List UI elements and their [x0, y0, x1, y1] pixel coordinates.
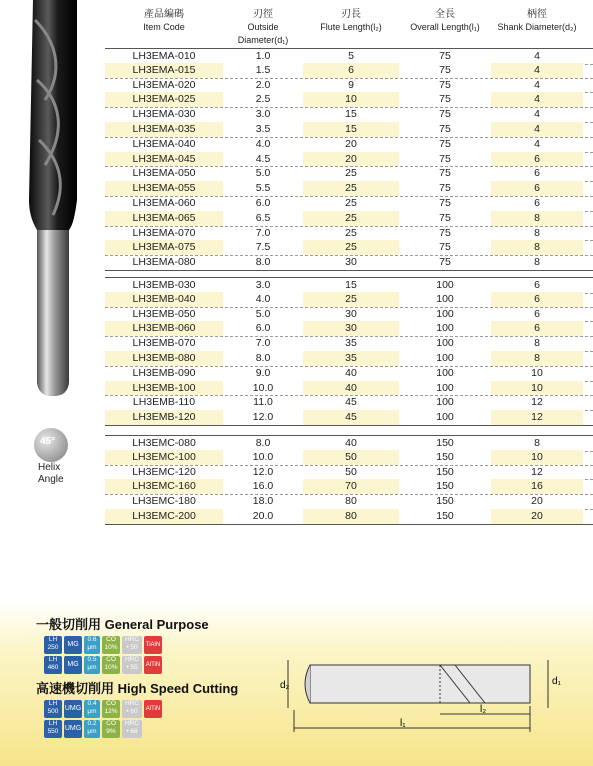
header-flute-length [303, 8, 399, 34]
cell-code: LH3EMB-060 [105, 321, 223, 336]
cell-d2: 12 [531, 396, 543, 409]
cell-code: LH3EMB-070 [132, 337, 196, 350]
cobalt-badge [102, 656, 120, 674]
cobalt-badge [102, 700, 120, 718]
cell-l1: 75 [439, 78, 451, 91]
cell-l2: 50 [345, 465, 357, 478]
cell-d2: 20 [531, 495, 543, 508]
cell-d1: 3.0 [255, 108, 271, 121]
cell-d2: 8 [491, 240, 583, 255]
hrc-badge [122, 656, 142, 674]
hrc-badge-text: • 50 [126, 644, 138, 651]
cell-code: LH3EMA-075 [105, 240, 223, 255]
cobalt-badge-text: 10% [104, 664, 118, 671]
l1-label: l₁ [400, 718, 406, 729]
cell-code: LH3EMC-180 [132, 495, 196, 508]
header-en: Shank Diameter(d₂) [497, 22, 577, 32]
cell-d1: 3.5 [223, 122, 303, 137]
cell-code: LH3EMC-160 [105, 479, 223, 494]
header-zh: 刃徑 [253, 9, 273, 20]
coating-badge-text: TiAlN [145, 642, 161, 648]
coating-badge-text: AlTiN [145, 706, 161, 712]
cell-l2: 10 [303, 92, 399, 107]
cell-l2: 20 [303, 152, 399, 167]
cell-code: LH3EMA-010 [132, 50, 196, 62]
cell-d2: 6 [491, 181, 583, 196]
cell-l2: 20 [345, 137, 357, 150]
table-row [105, 494, 593, 510]
cell-l1: 75 [439, 108, 451, 121]
cell-l1: 75 [439, 256, 451, 269]
cell-l1: 100 [399, 351, 491, 366]
cell-d1: 9.0 [255, 366, 271, 379]
cell-d1: 4.0 [255, 137, 271, 150]
cell-l1: 100 [436, 366, 454, 379]
hrc-badge [122, 700, 142, 718]
table-row [105, 366, 593, 382]
cell-d2: 4 [491, 63, 583, 78]
header-en: Outside Diameter(d₁) [237, 22, 289, 45]
cell-d1: 11.0 [253, 396, 273, 409]
helix-angle-value: 45° [40, 436, 56, 447]
cell-l2: 40 [345, 366, 357, 379]
cell-d2: 4 [491, 122, 583, 137]
cell-l1: 100 [399, 410, 491, 425]
grain-size-badge [84, 700, 100, 718]
cell-l1: 100 [399, 321, 491, 336]
lh-badge [44, 636, 62, 654]
grain-size-badge-text: 0.2 [87, 720, 97, 727]
cell-code: LH3EMC-080 [132, 437, 196, 449]
cell-d2: 8 [534, 256, 540, 269]
cell-l2: 70 [303, 479, 399, 494]
table-row [105, 107, 593, 123]
cell-l2: 25 [303, 292, 399, 307]
cell-d2: 8 [491, 351, 583, 366]
table-row [105, 196, 593, 212]
lh-badge-text: LH [48, 720, 58, 727]
cell-d2: 8 [534, 337, 540, 350]
cell-d2: 6 [534, 197, 540, 209]
cell-l2: 25 [345, 197, 357, 209]
cell-d1: 1.5 [223, 63, 303, 78]
table-row [105, 395, 593, 411]
cell-d1: 5.0 [255, 167, 271, 180]
lh-badge-text: LH [48, 700, 58, 707]
header-zh: 產品編碼 [144, 9, 184, 20]
lh-badge-text: LH [48, 636, 58, 643]
cell-l1: 150 [436, 437, 454, 449]
d1-label: d₁ [552, 676, 561, 687]
lh-badge-text: 500 [47, 708, 59, 715]
cell-d2: 12 [491, 410, 583, 425]
grain-size-badge [84, 636, 100, 654]
cell-l1: 75 [399, 122, 491, 137]
cell-l2: 45 [303, 410, 399, 425]
cell-code: LH3EMA-060 [132, 197, 196, 209]
cell-d1: 4.0 [223, 292, 303, 307]
cell-d2: 10 [491, 450, 583, 465]
cell-d1: 16.0 [223, 479, 303, 494]
cell-d1: 6.0 [223, 321, 303, 336]
cell-d1: 2.0 [255, 78, 271, 91]
cell-d2: 16 [491, 479, 583, 494]
cell-l2: 45 [345, 396, 357, 409]
grade-badge-text: MG [67, 641, 79, 648]
cell-l1: 150 [399, 450, 491, 465]
cell-l1: 75 [439, 137, 451, 150]
cell-l2: 25 [303, 240, 399, 255]
cell-l1: 75 [399, 181, 491, 196]
cell-d1: 1.0 [255, 50, 271, 62]
cell-code: LH3EMA-055 [105, 181, 223, 196]
grade-badge [64, 656, 82, 674]
hrc-badge [122, 720, 142, 738]
header-outside-diameter [223, 8, 303, 47]
cell-l1: 150 [436, 465, 454, 478]
cell-code: LH3EMA-045 [105, 152, 223, 167]
grain-size-badge-text: μm [87, 664, 97, 671]
header-zh: 刃長 [341, 9, 361, 20]
cobalt-badge-text: CO [106, 636, 116, 643]
cell-l2: 15 [345, 279, 357, 291]
cell-d2: 10 [491, 381, 583, 396]
cell-l2: 35 [345, 337, 357, 350]
table-row [105, 122, 593, 138]
cell-d2: 4 [534, 137, 540, 150]
cobalt-badge [102, 636, 120, 654]
cell-d2: 8 [534, 437, 540, 449]
cobalt-badge-text: 10% [104, 644, 118, 651]
cell-l1: 75 [399, 152, 491, 167]
table-row [105, 450, 593, 466]
cell-l2: 30 [303, 321, 399, 336]
cell-code: LH3EMB-110 [132, 396, 196, 409]
cell-code: LH3EMB-090 [132, 366, 196, 379]
header-zh: 柄徑 [527, 9, 547, 20]
cell-code: LH3EMC-120 [132, 465, 196, 478]
cell-code: LH3EMA-050 [132, 167, 196, 180]
cell-d1: 8.0 [255, 437, 271, 449]
table-row [105, 152, 593, 168]
table-row [105, 321, 593, 337]
grade-badge-text: UMG [64, 705, 82, 712]
d2-label: d₂ [280, 680, 290, 691]
cell-l2: 30 [345, 307, 357, 320]
coating-badge [144, 656, 162, 674]
table-row [105, 410, 593, 426]
cell-l1: 100 [436, 337, 454, 350]
table-row [105, 78, 593, 94]
cell-l1: 75 [399, 92, 491, 107]
cell-d1: 8.0 [255, 256, 271, 269]
cell-l1: 100 [436, 279, 454, 291]
cell-d1: 8.0 [223, 351, 303, 366]
cell-code: LH3EMB-100 [105, 381, 223, 396]
end-mill-image [15, 0, 87, 400]
helix-angle-indicator [30, 428, 90, 488]
hrc-badge-text: HRC [124, 656, 140, 663]
cell-l1: 100 [436, 307, 454, 320]
dimension-diagram [280, 640, 580, 750]
cell-l2: 6 [303, 63, 399, 78]
cell-d2: 8 [491, 211, 583, 226]
grade-badge [64, 700, 82, 718]
cobalt-badge-text: CO [106, 700, 116, 707]
cell-d1: 12.0 [252, 465, 274, 478]
cell-l2: 25 [303, 211, 399, 226]
cell-d2: 6 [491, 321, 583, 336]
grade-badge [64, 720, 82, 738]
cell-d1: 10.0 [223, 381, 303, 396]
cell-d1: 10.0 [223, 450, 303, 465]
high-speed-title: 高速機切削用 High Speed Cutting [36, 681, 239, 696]
table-header [105, 8, 593, 48]
grain-size-badge [84, 656, 100, 674]
cell-code: LH3EMA-070 [132, 226, 196, 239]
cell-l2: 80 [303, 509, 399, 524]
cobalt-badge-text: CO [106, 720, 116, 727]
cell-code: LH3EMC-100 [105, 450, 223, 465]
table-row [105, 307, 593, 323]
table-row [105, 92, 593, 108]
header-shank-diameter [491, 8, 583, 34]
cobalt-badge-text: 9% [106, 728, 116, 735]
table-row [105, 255, 593, 271]
cell-d2: 6 [491, 152, 583, 167]
grade-badge-text: UMG [64, 725, 82, 732]
cell-l1: 100 [399, 381, 491, 396]
lh-badge-text: 550 [47, 728, 59, 735]
table-row [105, 226, 593, 242]
cell-d1: 6.0 [255, 197, 271, 209]
cell-l2: 25 [345, 226, 357, 239]
grain-size-badge-text: μm [87, 708, 97, 715]
grade-badge-text: MG [67, 661, 79, 668]
general-purpose-title: 一般切削用 General Purpose [36, 617, 209, 632]
cell-l1: 75 [439, 197, 451, 209]
cell-code: LH3EMA-040 [132, 137, 196, 150]
cell-d1: 7.5 [223, 240, 303, 255]
cell-l1: 75 [399, 240, 491, 255]
cell-d1: 20.0 [223, 509, 303, 524]
table-row [105, 240, 593, 256]
cell-d2: 6 [534, 279, 540, 291]
lh-badge-text: LH [48, 656, 58, 663]
table-row [105, 509, 593, 525]
cell-l1: 75 [439, 226, 451, 239]
coating-badge [144, 700, 162, 718]
cobalt-badge [102, 720, 120, 738]
grain-size-badge-text: 0.6 [87, 636, 97, 643]
cell-l1: 75 [439, 50, 451, 62]
cell-l1: 150 [436, 495, 454, 508]
cell-l2: 5 [348, 50, 354, 62]
cell-l2: 35 [303, 351, 399, 366]
cell-l2: 30 [345, 256, 357, 269]
cell-l2: 9 [348, 78, 354, 91]
cell-code: LH3EMA-035 [105, 122, 223, 137]
grain-size-badge-text: μm [87, 728, 97, 735]
cell-l1: 150 [399, 509, 491, 524]
grade-badge [64, 636, 82, 654]
cell-d2: 6 [534, 307, 540, 320]
table-row [105, 166, 593, 182]
cell-d1: 5.5 [223, 181, 303, 196]
cell-l2: 25 [345, 167, 357, 180]
table-row [105, 137, 593, 153]
hrc-badge-text: • 60 [126, 708, 138, 715]
lh-badge-text: 250 [47, 644, 59, 651]
cell-code: LH3EMA-020 [132, 78, 196, 91]
lh-badge [44, 656, 62, 674]
cell-l1: 75 [399, 211, 491, 226]
cell-l1: 150 [399, 479, 491, 494]
header-overall-length [399, 8, 491, 34]
cell-l2: 25 [303, 181, 399, 196]
helix-label-line2: Angle [38, 474, 64, 485]
cell-d2: 10 [531, 366, 543, 379]
table-row [105, 381, 593, 397]
cell-code: LH3EMB-030 [132, 279, 196, 291]
cell-l2: 80 [345, 495, 357, 508]
cell-code: LH3EMC-200 [105, 509, 223, 524]
hrc-badge-text: • 55 [126, 664, 138, 671]
cell-code: LH3EMA-015 [105, 63, 223, 78]
cell-code: LH3EMB-050 [132, 307, 196, 320]
cell-d1: 5.0 [255, 307, 271, 320]
l2-label: l₂ [480, 704, 487, 715]
cell-d1: 2.5 [223, 92, 303, 107]
cell-d1: 3.0 [255, 279, 271, 291]
cell-d1: 18.0 [252, 495, 274, 508]
cell-l2: 40 [345, 437, 357, 449]
cell-code: LH3EMA-080 [132, 256, 196, 269]
cell-d1: 7.0 [255, 337, 271, 350]
lh-badge [44, 700, 62, 718]
table-row [105, 336, 593, 352]
hrc-badge-text: • 68 [126, 728, 138, 735]
cell-d1: 7.0 [255, 226, 271, 239]
coating-badge [144, 636, 162, 654]
cell-l1: 100 [436, 396, 454, 409]
helix-label-line1: Helix [38, 462, 61, 473]
header-zh: 全長 [435, 9, 455, 20]
cell-d2: 4 [491, 92, 583, 107]
cell-d2: 4 [534, 108, 540, 121]
hrc-badge-text: HRC [124, 700, 140, 707]
lh-badge [44, 720, 62, 738]
cell-d1: 4.5 [223, 152, 303, 167]
cell-l2: 15 [303, 122, 399, 137]
header-item-code [105, 8, 223, 34]
cobalt-badge-text: 12% [104, 708, 118, 715]
cell-l1: 100 [399, 292, 491, 307]
cell-d2: 4 [534, 50, 540, 62]
cell-l2: 15 [345, 108, 357, 121]
cell-code: LH3EMB-120 [105, 410, 223, 425]
cell-d2: 20 [491, 509, 583, 524]
cell-code: LH3EMB-040 [105, 292, 223, 307]
cell-l2: 40 [303, 381, 399, 396]
grain-size-badge [84, 720, 100, 738]
cobalt-badge-text: CO [106, 656, 116, 663]
cell-code: LH3EMA-030 [132, 108, 196, 121]
grain-size-badge-text: 0.4 [87, 700, 97, 707]
table-row [105, 465, 593, 481]
table-row [105, 63, 593, 79]
cell-l2: 50 [303, 450, 399, 465]
hrc-badge-text: HRC [124, 720, 140, 727]
header-en: Item Code [143, 22, 185, 32]
table-row [105, 292, 593, 308]
cell-d2: 12 [531, 465, 543, 478]
hrc-badge-text: HRC [124, 636, 140, 643]
lh-badge-text: 460 [47, 664, 59, 671]
helix-angle-label [38, 462, 64, 486]
cell-l1: 75 [399, 63, 491, 78]
coating-badge-text: AlTiN [145, 662, 161, 668]
grain-size-badge-text: μm [87, 644, 97, 651]
cell-d2: 4 [534, 78, 540, 91]
table-row [105, 211, 593, 227]
cell-d1: 12.0 [223, 410, 303, 425]
cell-d1: 6.5 [223, 211, 303, 226]
cell-d2: 8 [534, 226, 540, 239]
cell-d2: 6 [491, 292, 583, 307]
cell-code: LH3EMA-065 [105, 211, 223, 226]
table-row [105, 351, 593, 367]
cell-code: LH3EMB-080 [105, 351, 223, 366]
header-en: Flute Length(l₂) [320, 22, 382, 32]
table-row [105, 479, 593, 495]
header-en: Overall Length(l₁) [410, 22, 480, 32]
cell-d2: 6 [534, 167, 540, 180]
hrc-badge [122, 636, 142, 654]
table-row [105, 181, 593, 197]
cell-code: LH3EMA-025 [105, 92, 223, 107]
grain-size-badge-text: 0.5 [87, 656, 97, 663]
cell-l1: 75 [439, 167, 451, 180]
